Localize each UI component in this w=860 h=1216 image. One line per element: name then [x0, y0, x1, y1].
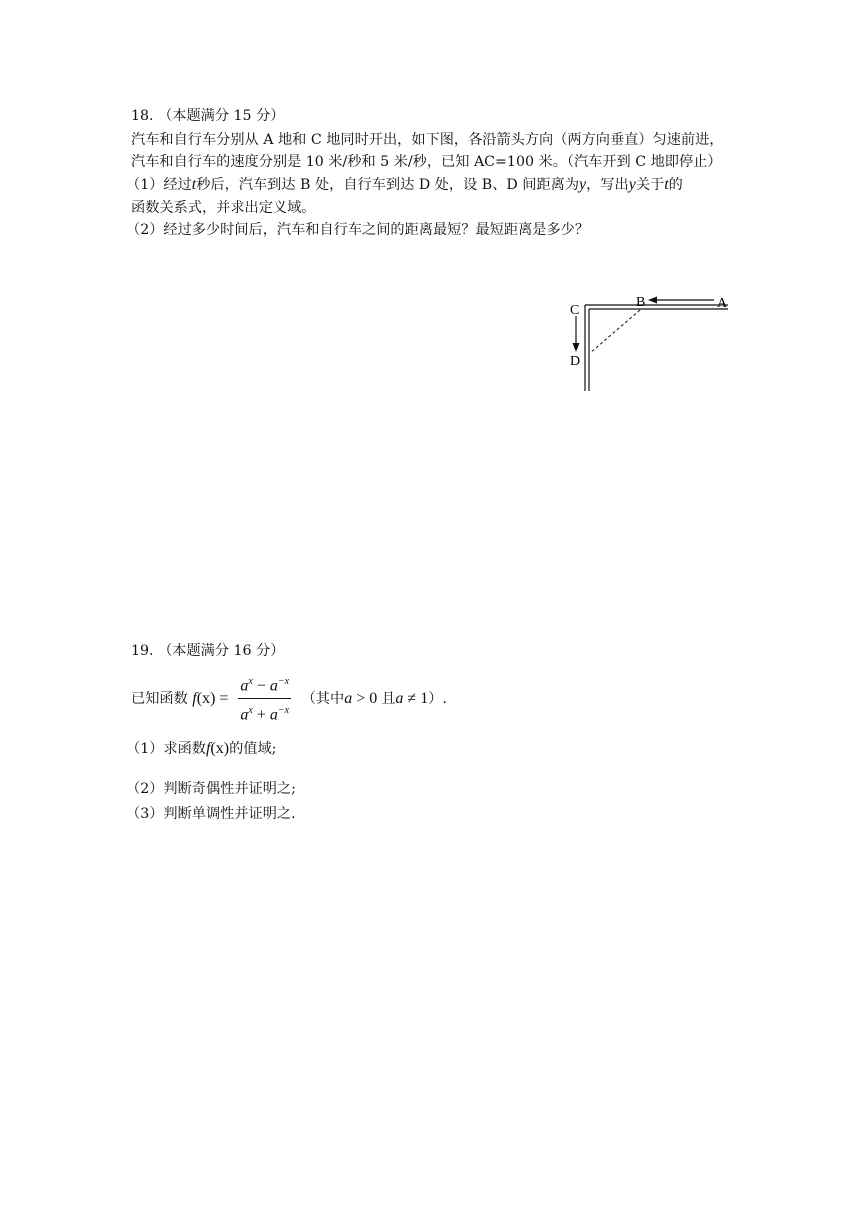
- bike-arrow-head: [573, 343, 580, 352]
- distance-bd-dashed: [590, 310, 640, 353]
- num-exp1: x: [248, 676, 253, 687]
- car-arrow-head: [648, 297, 657, 304]
- den-op: +: [252, 706, 270, 724]
- num-base2: a: [269, 677, 278, 695]
- q19-fx: f: [192, 689, 197, 707]
- q18-var-t2: t: [664, 176, 669, 193]
- q18-part1-text-a: （1）经过: [126, 177, 192, 193]
- q19-cond-open: （其中: [301, 690, 345, 707]
- q19-cond-ne: ≠ 1: [403, 689, 429, 707]
- q18-part1-text-b: 秒后，汽车到达 B 处，自行车到达 D 处，设 B、D 间距离为: [196, 177, 580, 193]
- q18-part1-text-e: 的: [668, 177, 683, 193]
- num-base1: a: [240, 677, 249, 695]
- q18-part2: （2）经过多少时间后，汽车和自行车之间的距离最短？最短距离是多少？: [126, 222, 590, 238]
- den-base2: a: [269, 706, 278, 724]
- q18-part1: [126, 175, 683, 195]
- q19-part1-f: f: [205, 740, 211, 757]
- den-exp1: x: [248, 705, 253, 717]
- q18-text-line2: 汽车和自行车的速度分别是 10 米/秒和 5 米/秒，已知 AC=100 米。（汽车开到 C 地即停止）: [131, 154, 722, 170]
- q19-cond-and: 且: [381, 690, 396, 707]
- num-exp2: −x: [277, 676, 290, 687]
- q19-part1-text-a: （1）求函数: [126, 741, 206, 757]
- q19-cond-a1: a: [344, 689, 353, 707]
- q18-part1-text-d: 关于: [635, 177, 665, 193]
- q19-part1-text-b: 的值域;: [229, 741, 277, 757]
- q18-part1-line2: 函数关系式，并求出定义域。: [131, 200, 316, 216]
- q19-intro: 已知函数: [131, 690, 188, 707]
- motion-diagram: [560, 290, 740, 400]
- q19-cond-a2: a: [395, 689, 404, 707]
- q19-function-def: [131, 672, 447, 724]
- q18-part1-text-c: ，写出: [586, 177, 629, 193]
- q19-fraction: [238, 672, 291, 726]
- q19-fx-arg: (x): [196, 689, 216, 707]
- q19-part1-arg: (x): [210, 740, 230, 757]
- q19-part3: （3）判断单调性并证明之.: [126, 806, 296, 822]
- q19-equals: =: [215, 689, 233, 707]
- q18-var-y2: y: [628, 176, 636, 193]
- q18-var-y: y: [579, 176, 587, 193]
- den-base1: a: [240, 706, 249, 724]
- num-op: −: [252, 677, 270, 695]
- q18-text-line1: 汽车和自行车分别从 A 地和 C 地同时开出，如下图，各沿箭头方向（两方向垂直）匀速前进，: [131, 132, 724, 148]
- q18-var-t: t: [191, 176, 197, 193]
- q19-cond-close: ）.: [428, 690, 447, 707]
- label-a: A: [717, 296, 728, 311]
- q19-numerator: [238, 672, 291, 699]
- q19-part1: [126, 739, 276, 759]
- q19-part2: （2）判断奇偶性并证明之;: [126, 781, 296, 797]
- label-d: D: [570, 354, 581, 369]
- q19-denominator: [238, 699, 291, 725]
- den-exp2: −x: [277, 705, 290, 717]
- q19-cond-gt: > 0: [352, 689, 382, 707]
- label-c: C: [570, 303, 580, 318]
- q18-header: 18. （本题满分 15 分）: [131, 108, 285, 124]
- q19-header: 19. （本题满分 16 分）: [131, 643, 285, 659]
- label-b: B: [636, 295, 646, 310]
